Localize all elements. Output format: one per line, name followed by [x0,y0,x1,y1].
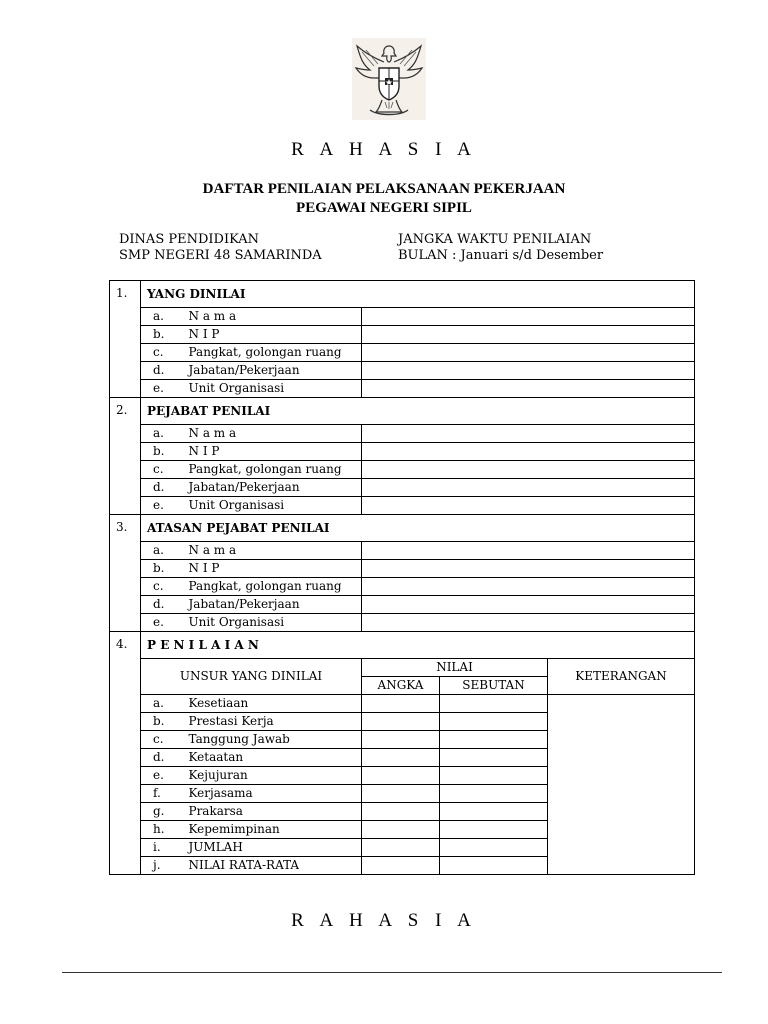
section-header-row [110,515,695,542]
section-number: 4. [110,632,141,875]
agency-line-1: DINAS PENDIDIKAN [119,232,260,247]
row-label: N a m a [185,542,362,560]
row-letter: e. [141,614,185,632]
entry-field[interactable] [362,497,695,515]
angka-field[interactable] [362,821,440,839]
assessment-form-table [109,280,695,875]
row-letter: b. [141,443,185,461]
section-title: ATASAN PEJABAT PENILAI [141,515,695,542]
row-letter: a. [141,425,185,443]
section-number: 2. [110,398,141,515]
table-row [110,542,695,560]
row-letter: d. [141,749,185,767]
row-label: Jabatan/Pekerjaan [185,596,362,614]
row-label: Pangkat, golongan ruang [185,578,362,596]
garuda-emblem-icon [352,38,426,120]
row-label: Kerjasama [185,785,362,803]
entry-field[interactable] [362,344,695,362]
sebutan-field[interactable] [440,839,548,857]
agency-line-2: SMP NEGERI 48 SAMARINDA [119,248,322,263]
angka-field[interactable] [362,857,440,875]
row-label: Unit Organisasi [185,497,362,515]
section-header-row [110,632,695,659]
title-line-2: PEGAWAI NEGERI SIPIL [296,200,472,216]
section-header-row [110,398,695,425]
section-number: 3. [110,515,141,632]
row-letter: d. [141,596,185,614]
row-letter: a. [141,308,185,326]
row-letter: c. [141,344,185,362]
angka-field[interactable] [362,695,440,713]
entry-field[interactable] [362,560,695,578]
row-letter: j. [141,857,185,875]
table-row [110,344,695,362]
entry-field[interactable] [362,326,695,344]
col-header-nilai: NILAI [362,659,548,677]
row-label: Prestasi Kerja [185,713,362,731]
table-row [110,596,695,614]
footer-divider [62,972,722,973]
table-row [110,425,695,443]
row-letter: a. [141,695,185,713]
section-title: PEJABAT PENILAI [141,398,695,425]
document-title [0,180,768,218]
sebutan-field[interactable] [440,857,548,875]
row-letter: i. [141,839,185,857]
entry-field[interactable] [362,596,695,614]
entry-field[interactable] [362,425,695,443]
table-row [110,578,695,596]
rahasia-heading-top: R A H A S I A [291,139,477,160]
sebutan-field[interactable] [440,695,548,713]
entry-field[interactable] [362,578,695,596]
row-label: Jabatan/Pekerjaan [185,479,362,497]
row-letter: f. [141,785,185,803]
angka-field[interactable] [362,731,440,749]
row-letter: a. [141,542,185,560]
table-row [110,497,695,515]
row-letter: d. [141,362,185,380]
row-label: N I P [185,443,362,461]
table-row [110,695,695,713]
row-label: Unit Organisasi [185,614,362,632]
row-letter: c. [141,578,185,596]
angka-field[interactable] [362,749,440,767]
row-letter: b. [141,713,185,731]
row-label: NILAI RATA-RATA [185,857,362,875]
table-row [110,326,695,344]
col-header-angka: ANGKA [362,677,440,695]
table-row [110,461,695,479]
sebutan-field[interactable] [440,713,548,731]
title-line-1: DAFTAR PENILAIAN PELAKSANAAN PEKERJAAN [202,181,566,197]
sebutan-field[interactable] [440,749,548,767]
row-label: Kepemimpinan [185,821,362,839]
section-title: YANG DINILAI [141,281,695,308]
entry-field[interactable] [362,542,695,560]
sebutan-field[interactable] [440,821,548,839]
keterangan-field[interactable] [548,695,695,875]
sebutan-field[interactable] [440,731,548,749]
row-label: Kesetiaan [185,695,362,713]
entry-field[interactable] [362,614,695,632]
row-letter: b. [141,560,185,578]
entry-field[interactable] [362,461,695,479]
period-line-2: BULAN : Januari s/d Desember [398,248,604,263]
table-row [110,380,695,398]
row-label: Jabatan/Pekerjaan [185,362,362,380]
col-header-unsur: UNSUR YANG DINILAI [141,659,362,695]
sebutan-field[interactable] [440,803,548,821]
row-letter: h. [141,821,185,839]
angka-field[interactable] [362,803,440,821]
period-line-1: JANGKA WAKTU PENILAIAN [398,232,592,247]
section-header-row [110,281,695,308]
section-number: 1. [110,281,141,398]
row-label: Prakarsa [185,803,362,821]
row-letter: c. [141,731,185,749]
row-label: Pangkat, golongan ruang [185,461,362,479]
row-label: Ketaatan [185,749,362,767]
sebutan-field[interactable] [440,767,548,785]
row-label: N a m a [185,308,362,326]
row-letter: c. [141,461,185,479]
entry-field[interactable] [362,362,695,380]
row-label: Tanggung Jawab [185,731,362,749]
entry-field[interactable] [362,443,695,461]
row-letter: d. [141,479,185,497]
row-label: JUMLAH [185,839,362,857]
angka-field[interactable] [362,767,440,785]
period-info [398,232,603,264]
rahasia-heading-bottom: R A H A S I A [291,910,477,931]
table-row [110,362,695,380]
entry-field[interactable] [362,380,695,398]
row-label: N I P [185,326,362,344]
table-row [110,560,695,578]
row-label: Pangkat, golongan ruang [185,344,362,362]
row-letter: g. [141,803,185,821]
angka-field[interactable] [362,713,440,731]
row-letter: e. [141,380,185,398]
table-row [110,443,695,461]
table-row [110,308,695,326]
agency-info [119,232,322,264]
row-label: Kejujuran [185,767,362,785]
row-label: N I P [185,560,362,578]
entry-field[interactable] [362,479,695,497]
col-header-keterangan: KETERANGAN [548,659,695,695]
angka-field[interactable] [362,839,440,857]
sebutan-field[interactable] [440,785,548,803]
row-letter: b. [141,326,185,344]
row-label: N a m a [185,425,362,443]
column-header-row [110,659,695,677]
col-header-sebutan: SEBUTAN [440,677,548,695]
row-letter: e. [141,767,185,785]
row-label: Unit Organisasi [185,380,362,398]
entry-field[interactable] [362,308,695,326]
table-row [110,479,695,497]
section-title: P E N I L A I A N [141,632,695,659]
angka-field[interactable] [362,785,440,803]
table-row [110,614,695,632]
row-letter: e. [141,497,185,515]
